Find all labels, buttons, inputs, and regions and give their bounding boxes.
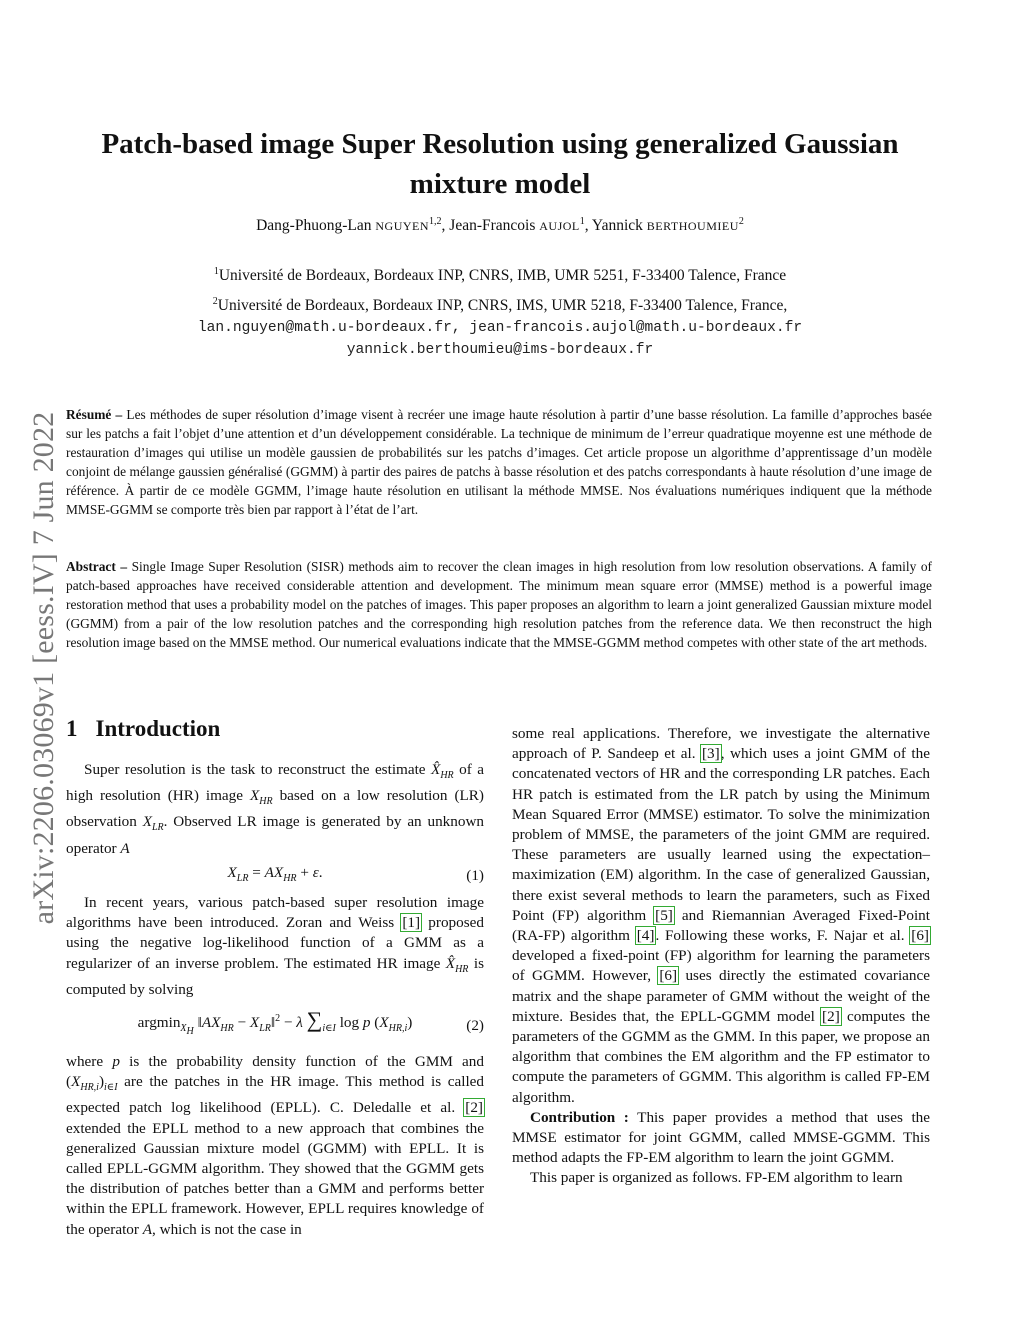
section-title: Introduction (95, 716, 221, 741)
equation-number: (1) (466, 866, 484, 884)
citation-link[interactable]: [3] (701, 745, 720, 763)
resume-block (66, 406, 932, 519)
resume-label: Résumé – (66, 407, 123, 422)
right-column (512, 724, 930, 1189)
email-line-1: lan.nguyen@math.u-bordeaux.fr, jean-francois.aujol@math.u-bordeaux.fr (197, 320, 803, 336)
paragraph: some real applications. Therefore, we investigate the alternative approach of P. Sandeep et al. [3], which uses a joint GMM of the concatenated vectors of HR and the corresponding LR patches. Each HR patch is estimated from the LR patch by using the Minimum Mean Squared Error (MMSE) estimator. To solve the minimization problem of MMSE, the parameters of the joint GMM are required. These parameters are usually learned using the expectation–maximization (EM) algorithm. In the case of generalized Gaussian, there exist several methods to learn the parameters, such as Fixed Point (FP) algorithm [5] and Riemannian Averaged Fixed-Point (RA-FP) algorithm [4]. Following these works, F. Najar et al. [6] developed a fixed-point (FP) algorithm for learning the parameters of GGMM. However, [6] uses directly the estimated covariance matrix and the shape parameter of GMM without the weight of the mixture. Besides that, the EPLL-GGMM model [2] computes the parameters of the GGMM as the GMM. In this paper, we propose an algorithm that combines the EM algorithm and the FP estimator to compute the parameters of GGMM. This algorithm is called FP-EM algorithm. (512, 725, 930, 1106)
citation-link[interactable]: [6] (659, 967, 678, 985)
equation-2: argmin$_{X_H}$ $‖AX_{HR}$ − $X_{LR}‖^2 - \lambda$ $\sum_{i\in I}$ log p $(X_{HR,i})$ (2) (137, 1007, 484, 1038)
citation-link[interactable]: [1] (402, 914, 421, 932)
paper-title: Patch-based image Super Resolution using generalized Gaussian mixture model (101, 128, 899, 200)
paragraph: Super resolution is the task to reconstruct the estimate $X̂_{HR}$ of a high resolution (HR) image $X_{HR}$ based on a low resolution (LR) observation $X_{LR}$. Observed LR image is generated by an unknown operator A (66, 761, 485, 857)
citation-link[interactable]: [6] (911, 927, 929, 945)
equation-1: $X_{LR} = AX_{HR} + \varepsilon$. (1) (66, 859, 484, 893)
abstract-text: Single Image Super Resolution (SISR) methods aim to recover the clean images in high resolution from low resolution observations. A family of patch-based approaches have received considerable attention and development. The minimum mean square error (MMSE) method is a powerful image restoration method that uses a probability model on the patches of images. This paper proposes an algorithm to learn a joint generalized Gaussian mixture model (GGMM) from a pair of the low resolution patches and the corresponding high resolution patches from the reference data. We then reconstruct the high resolution image based on the MMSE method. Our numerical evaluations indicate that the MMSE-GGMM method competes with other state of the art methods. (66, 559, 932, 650)
arxiv-stamp (24, 365, 64, 970)
abstract-block (66, 558, 932, 653)
resume-text: Les méthodes de super résolution d’image visent à recréer une image haute résolution à partir d’une basse résolution. La famille d’approches basée sur les patchs a fait l’objet d’une attention et d’un développement considérable. La technique de minimum de l’erreur quadratique moyenne est une méthode de restauration d’images qui utilise un modèle gaussien de probabilités sur les patchs d’images. Cet article propose un algorithme d’apprentissage d’un modèle conjoint de mélange gaussien généralisé (GGMM) à partir des paires de patchs à basse résolution et des patchs correspondants à haute résolution d’une image de référence. À partir de ce modèle GGMM, l’image haute résolution en utilisant la méthode MMSE. Nos évaluations numériques indiquent que la méthode MMSE-GGMM se comporte très bien par rapport à l’état de l’art. (66, 407, 932, 517)
author-lastname: NGUYEN (375, 219, 430, 234)
email-line-2: yannick.berthoumieu@ims-bordeaux.fr (346, 342, 654, 358)
author-list: Dang-Phuong-Lan NGUYEN$^{1,2}$, Jean-Francois AUJOL$^1$, Yannick BERTHOUMIEU$^2$ (256, 216, 744, 235)
arxiv-stamp-text: arXiv:2206.03069v1 [eess.IV] 7 Jun 2022 (27, 411, 60, 924)
citation-link[interactable]: [4] (636, 927, 655, 945)
citation-link[interactable]: [2] (822, 1007, 840, 1025)
contribution-label: Contribution : (530, 1108, 629, 1126)
abstract-label: Abstract – (66, 559, 128, 574)
paragraph: Contribution : This paper provides a method that uses the MMSE estimator for joint GGMM, called MMSE-GGMM. This method adapts the FP-EM algorithm to learn the joint GGMM. (512, 1108, 930, 1167)
affiliation-1: $^1$Université de Bordeaux, Bordeaux INP, CNRS, IMB, UMR 5251, F-33400 Talence, France (213, 266, 787, 285)
equation-number: (2) (466, 1016, 484, 1034)
citation-link[interactable]: [5] (655, 906, 673, 924)
section-heading (66, 716, 220, 742)
paragraph: In recent years, various patch-based super resolution image algorithms have been introduced. Zoran and Weiss [1] proposed using the negative log-likelihood function of a GMM as a regularizer of an inverse problem. The estimated HR image $X̂_{HR}$ is computed by solving (66, 893, 484, 998)
affiliation-2: $^2$Université de Bordeaux, Bordeaux INP, CNRS, IMS, UMR 5218, F-33400 Talence, France, (212, 296, 788, 315)
section-number: 1 (66, 716, 78, 741)
left-column (66, 760, 484, 1240)
author-lastname: AUJOL (539, 219, 580, 234)
paragraph: This paper is organized as follows. FP-EM algorithm to learn (530, 1169, 903, 1187)
paragraph: where p is the probability density function of the GMM and $(X_{HR,i})_{i\in I}$ are the patches in the HR image. This method is called expected patch log likelihood (EPLL). C. Deledalle et al. [2] extended the EPLL method to a new approach that combines the generalized Gaussian mixture model (GGMM) with EPLL. It is called EPLL-GGMM algorithm. They showed that the GGMM gets the distribution of patches better than a GMM and performs better within the EPLL framework. However, EPLL requires knowledge of the operator A, which is not the case in (66, 1052, 484, 1238)
author-lastname: BERTHOUMIEU (646, 219, 739, 234)
citation-link[interactable]: [2] (465, 1099, 483, 1117)
